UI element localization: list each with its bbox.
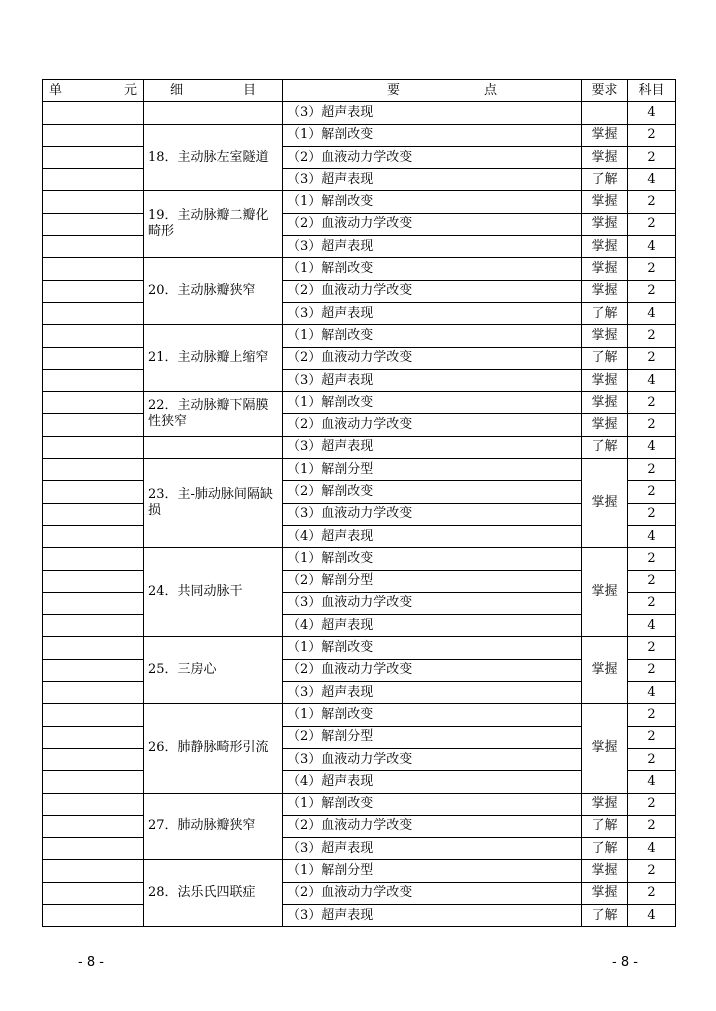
unit-cell bbox=[43, 436, 144, 458]
subject-cell: 4 bbox=[628, 169, 676, 191]
subject-cell: 2 bbox=[628, 548, 676, 570]
point-cell: （3）超声表现 bbox=[283, 682, 582, 704]
table-row bbox=[43, 771, 676, 793]
requirement-cell: 掌握 bbox=[582, 325, 628, 347]
detail-cell: 21．主动脉瓣上缩窄 bbox=[144, 325, 283, 392]
point-cell: （2）血液动力学改变 bbox=[283, 882, 582, 904]
unit-cell bbox=[43, 570, 144, 592]
unit-cell bbox=[43, 637, 144, 659]
subject-cell: 4 bbox=[628, 525, 676, 547]
subject-cell: 4 bbox=[628, 682, 676, 704]
requirement-cell: 了解 bbox=[582, 815, 628, 837]
header-detail-char-1: 细 bbox=[170, 82, 184, 98]
detail-cell: 19．主动脉瓣二瓣化畸形 bbox=[144, 191, 283, 258]
requirement-cell: 掌握 bbox=[582, 280, 628, 302]
table-row bbox=[43, 213, 676, 235]
point-cell: （3）超声表现 bbox=[283, 838, 582, 860]
point-cell: （1）解剖改变 bbox=[283, 637, 582, 659]
detail-cell: 18．主动脉左室隧道 bbox=[144, 124, 283, 191]
point-cell: （3）超声表现 bbox=[283, 236, 582, 258]
header-requirement: 要求 bbox=[582, 80, 628, 102]
point-cell: （2）血液动力学改变 bbox=[283, 414, 582, 436]
table-row bbox=[43, 481, 676, 503]
point-cell: （3）超声表现 bbox=[283, 102, 582, 124]
subject-cell: 2 bbox=[628, 793, 676, 815]
subject-cell: 2 bbox=[628, 704, 676, 726]
unit-cell bbox=[43, 347, 144, 369]
point-cell: （3）超声表现 bbox=[283, 436, 582, 458]
header-unit bbox=[43, 80, 144, 102]
page-number-left: - 8 - bbox=[78, 955, 104, 970]
table-row bbox=[43, 904, 676, 926]
point-cell: （1）解剖分型 bbox=[283, 459, 582, 481]
table-row bbox=[43, 414, 676, 436]
unit-cell bbox=[43, 459, 144, 481]
subject-cell: 2 bbox=[628, 392, 676, 414]
header-point-char-1: 要 bbox=[387, 82, 401, 98]
unit-cell bbox=[43, 302, 144, 324]
syllabus-table bbox=[42, 79, 676, 927]
unit-cell bbox=[43, 124, 144, 146]
subject-cell: 4 bbox=[628, 102, 676, 124]
header-subject: 科目 bbox=[628, 80, 676, 102]
table-row bbox=[43, 169, 676, 191]
subject-cell: 4 bbox=[628, 771, 676, 793]
detail-cell: 20．主动脉瓣狭窄 bbox=[144, 258, 283, 325]
table-row bbox=[43, 236, 676, 258]
unit-cell bbox=[43, 615, 144, 637]
point-cell: （2）血液动力学改变 bbox=[283, 815, 582, 837]
requirement-cell: 掌握 bbox=[582, 124, 628, 146]
unit-cell bbox=[43, 525, 144, 547]
page-number-right: - 8 - bbox=[612, 955, 638, 970]
requirement-cell bbox=[582, 102, 628, 124]
detail-cell bbox=[144, 102, 283, 124]
unit-cell bbox=[43, 325, 144, 347]
table-row bbox=[43, 102, 676, 124]
subject-cell: 4 bbox=[628, 236, 676, 258]
subject-cell: 2 bbox=[628, 882, 676, 904]
point-cell: （1）解剖改变 bbox=[283, 548, 582, 570]
subject-cell: 2 bbox=[628, 146, 676, 168]
requirement-cell: 掌握 bbox=[582, 793, 628, 815]
unit-cell bbox=[43, 369, 144, 391]
unit-cell bbox=[43, 102, 144, 124]
detail-cell bbox=[144, 436, 283, 458]
requirement-cell: 掌握 bbox=[582, 191, 628, 213]
header-unit-char-1: 单 bbox=[49, 82, 63, 98]
unit-cell bbox=[43, 258, 144, 280]
unit-cell bbox=[43, 280, 144, 302]
detail-cell: 27．肺动脉瓣狭窄 bbox=[144, 793, 283, 860]
table-row bbox=[43, 459, 676, 481]
requirement-cell: 掌握 bbox=[582, 146, 628, 168]
requirement-cell: 掌握 bbox=[582, 258, 628, 280]
point-cell: （3）超声表现 bbox=[283, 904, 582, 926]
unit-cell bbox=[43, 904, 144, 926]
unit-cell bbox=[43, 481, 144, 503]
table-row bbox=[43, 124, 676, 146]
requirement-cell: 掌握 bbox=[582, 637, 628, 704]
point-cell: （3）血液动力学改变 bbox=[283, 592, 582, 614]
point-cell: （2）血液动力学改变 bbox=[283, 146, 582, 168]
table-row bbox=[43, 815, 676, 837]
subject-cell: 2 bbox=[628, 659, 676, 681]
detail-cell: 22．主动脉瓣下隔膜性狭窄 bbox=[144, 392, 283, 437]
point-cell: （3）超声表现 bbox=[283, 369, 582, 391]
subject-cell: 2 bbox=[628, 637, 676, 659]
table-row bbox=[43, 793, 676, 815]
requirement-cell: 掌握 bbox=[582, 236, 628, 258]
requirement-cell: 掌握 bbox=[582, 882, 628, 904]
table-row bbox=[43, 503, 676, 525]
table-row bbox=[43, 637, 676, 659]
point-cell: （3）超声表现 bbox=[283, 169, 582, 191]
detail-cell: 28．法乐氏四联症 bbox=[144, 860, 283, 927]
subject-cell: 2 bbox=[628, 124, 676, 146]
unit-cell bbox=[43, 726, 144, 748]
table-row bbox=[43, 392, 676, 414]
requirement-cell: 了解 bbox=[582, 347, 628, 369]
point-cell: （2）血液动力学改变 bbox=[283, 347, 582, 369]
point-cell: （2）血液动力学改变 bbox=[283, 280, 582, 302]
requirement-cell: 了解 bbox=[582, 904, 628, 926]
subject-cell: 2 bbox=[628, 258, 676, 280]
requirement-cell: 了解 bbox=[582, 169, 628, 191]
subject-cell: 2 bbox=[628, 414, 676, 436]
table-row bbox=[43, 592, 676, 614]
requirement-cell: 掌握 bbox=[582, 548, 628, 637]
subject-cell: 2 bbox=[628, 347, 676, 369]
header-detail bbox=[144, 80, 283, 102]
point-cell: （1）解剖改变 bbox=[283, 258, 582, 280]
table-row bbox=[43, 280, 676, 302]
unit-cell bbox=[43, 392, 144, 414]
table-row bbox=[43, 525, 676, 547]
syllabus-body bbox=[43, 102, 676, 927]
subject-cell: 2 bbox=[628, 860, 676, 882]
unit-cell bbox=[43, 815, 144, 837]
requirement-cell: 掌握 bbox=[582, 459, 628, 548]
unit-cell bbox=[43, 659, 144, 681]
table-row bbox=[43, 436, 676, 458]
requirement-cell: 掌握 bbox=[582, 213, 628, 235]
table-row bbox=[43, 325, 676, 347]
subject-cell: 2 bbox=[628, 213, 676, 235]
detail-cell: 23．主-肺动脉间隔缺损 bbox=[144, 459, 283, 548]
table-row bbox=[43, 860, 676, 882]
header-point bbox=[283, 80, 582, 102]
subject-cell: 2 bbox=[628, 570, 676, 592]
table-row bbox=[43, 369, 676, 391]
unit-cell bbox=[43, 860, 144, 882]
subject-cell: 4 bbox=[628, 904, 676, 926]
table-row bbox=[43, 682, 676, 704]
header-unit-char-2: 元 bbox=[123, 82, 137, 98]
unit-cell bbox=[43, 748, 144, 770]
table-row bbox=[43, 838, 676, 860]
subject-cell: 2 bbox=[628, 726, 676, 748]
header-point-char-2: 点 bbox=[483, 82, 497, 98]
subject-cell: 4 bbox=[628, 369, 676, 391]
requirement-cell: 掌握 bbox=[582, 392, 628, 414]
point-cell: （3）血液动力学改变 bbox=[283, 748, 582, 770]
table-row bbox=[43, 659, 676, 681]
subject-cell: 2 bbox=[628, 592, 676, 614]
table-row bbox=[43, 146, 676, 168]
point-cell: （4）超声表现 bbox=[283, 615, 582, 637]
unit-cell bbox=[43, 793, 144, 815]
subject-cell: 2 bbox=[628, 459, 676, 481]
point-cell: （1）解剖改变 bbox=[283, 392, 582, 414]
table-row bbox=[43, 191, 676, 213]
subject-cell: 4 bbox=[628, 838, 676, 860]
requirement-cell: 了解 bbox=[582, 436, 628, 458]
table-row bbox=[43, 615, 676, 637]
detail-cell: 25．三房心 bbox=[144, 637, 283, 704]
unit-cell bbox=[43, 213, 144, 235]
table-row bbox=[43, 258, 676, 280]
subject-cell: 2 bbox=[628, 280, 676, 302]
point-cell: （1）解剖改变 bbox=[283, 704, 582, 726]
subject-cell: 2 bbox=[628, 191, 676, 213]
unit-cell bbox=[43, 169, 144, 191]
requirement-cell: 掌握 bbox=[582, 860, 628, 882]
subject-cell: 2 bbox=[628, 481, 676, 503]
subject-cell: 4 bbox=[628, 436, 676, 458]
unit-cell bbox=[43, 191, 144, 213]
table-row bbox=[43, 570, 676, 592]
point-cell: （1）解剖改变 bbox=[283, 793, 582, 815]
point-cell: （2）血液动力学改变 bbox=[283, 659, 582, 681]
requirement-cell: 掌握 bbox=[582, 369, 628, 391]
unit-cell bbox=[43, 771, 144, 793]
detail-cell: 24．共同动脉干 bbox=[144, 548, 283, 637]
subject-cell: 4 bbox=[628, 302, 676, 324]
unit-cell bbox=[43, 548, 144, 570]
point-cell: （4）超声表现 bbox=[283, 771, 582, 793]
point-cell: （3）超声表现 bbox=[283, 302, 582, 324]
table-row bbox=[43, 347, 676, 369]
requirement-cell: 了解 bbox=[582, 302, 628, 324]
unit-cell bbox=[43, 704, 144, 726]
subject-cell: 2 bbox=[628, 815, 676, 837]
point-cell: （2）解剖分型 bbox=[283, 570, 582, 592]
point-cell: （2）解剖分型 bbox=[283, 726, 582, 748]
unit-cell bbox=[43, 414, 144, 436]
requirement-cell: 了解 bbox=[582, 838, 628, 860]
unit-cell bbox=[43, 146, 144, 168]
detail-cell: 26．肺静脉畸形引流 bbox=[144, 704, 283, 793]
point-cell: （1）解剖改变 bbox=[283, 191, 582, 213]
table-row bbox=[43, 302, 676, 324]
header-row bbox=[43, 80, 676, 102]
subject-cell: 4 bbox=[628, 615, 676, 637]
point-cell: （2）血液动力学改变 bbox=[283, 213, 582, 235]
table-row bbox=[43, 748, 676, 770]
point-cell: （4）超声表现 bbox=[283, 525, 582, 547]
unit-cell bbox=[43, 503, 144, 525]
subject-cell: 2 bbox=[628, 748, 676, 770]
requirement-cell: 掌握 bbox=[582, 414, 628, 436]
point-cell: （2）解剖改变 bbox=[283, 481, 582, 503]
point-cell: （3）血液动力学改变 bbox=[283, 503, 582, 525]
table-row bbox=[43, 704, 676, 726]
table-row bbox=[43, 548, 676, 570]
requirement-cell: 掌握 bbox=[582, 704, 628, 793]
point-cell: （1）解剖改变 bbox=[283, 325, 582, 347]
subject-cell: 2 bbox=[628, 325, 676, 347]
point-cell: （1）解剖改变 bbox=[283, 124, 582, 146]
subject-cell: 2 bbox=[628, 503, 676, 525]
table-row bbox=[43, 882, 676, 904]
unit-cell bbox=[43, 682, 144, 704]
unit-cell bbox=[43, 236, 144, 258]
point-cell: （1）解剖分型 bbox=[283, 860, 582, 882]
table-row bbox=[43, 726, 676, 748]
header-detail-char-2: 目 bbox=[242, 82, 256, 98]
unit-cell bbox=[43, 592, 144, 614]
unit-cell bbox=[43, 838, 144, 860]
unit-cell bbox=[43, 882, 144, 904]
